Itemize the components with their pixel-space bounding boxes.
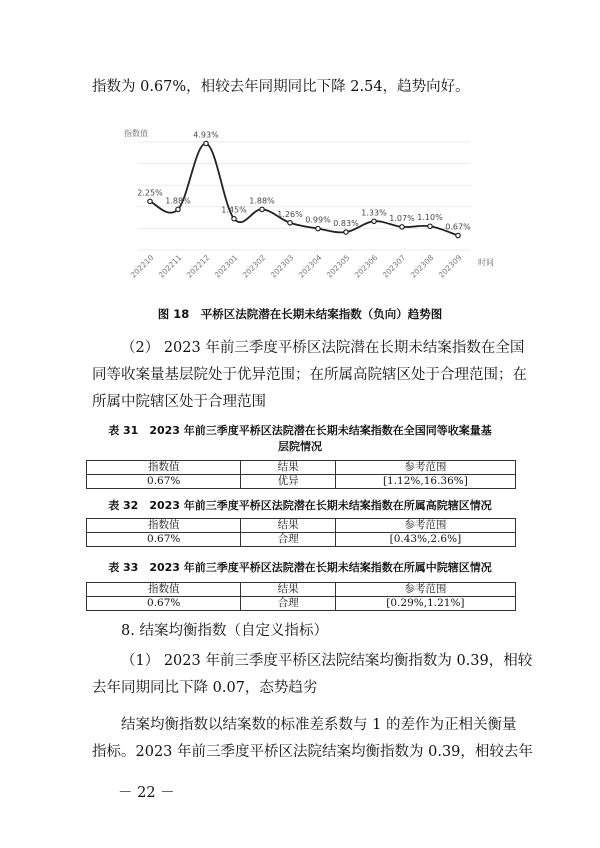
data-label: 1.07%: [389, 213, 415, 223]
data-label: 4.93%: [193, 130, 219, 140]
table-32-caption: 表 32 2023 年前三季度平桥区法院潜在长期未结案指数在所属高院辖区情况: [108, 499, 492, 512]
data-label: 2.25%: [137, 188, 163, 198]
data-label: 1.26%: [277, 209, 303, 219]
table-header-row: [87, 519, 516, 533]
x-tick-label: 202308: [408, 253, 436, 280]
x-tick-label: 202211: [156, 253, 184, 280]
cell-result: 合理: [241, 533, 335, 547]
header-index-value: 指数值: [87, 461, 241, 475]
paragraph-8-1: [92, 648, 532, 702]
section-paragraph-line: 同等收案量基层院处于优异范围；在所属高院辖区处于合理范围；在: [92, 367, 527, 383]
table-caption-line: 表 31 2023 年前三季度平桥区法院潜在长期未结案指数在全国同等收案量基: [108, 424, 492, 437]
table-header-row: [87, 583, 516, 597]
data-point: [316, 226, 320, 230]
data-point: [428, 224, 432, 228]
data-label: 1.33%: [361, 208, 387, 218]
figure-caption: 图 18 平桥区法院潜在长期未结案指数（负向）趋势图: [157, 307, 443, 321]
x-tick-label: 202302: [240, 253, 268, 280]
x-tick-label: 202303: [268, 253, 296, 280]
header-reference-range: 参考范围: [335, 461, 515, 475]
header-result: 结果: [241, 583, 335, 597]
data-point: [148, 199, 152, 203]
data-point: [260, 207, 264, 211]
x-tick-label: 202210: [128, 253, 156, 280]
data-label: 1.10%: [417, 213, 443, 223]
cell-reference-range: [0.29%,1.21%]: [335, 597, 515, 611]
data-point: [456, 233, 460, 237]
cell-reference-range: [0.43%,2.6%]: [335, 533, 515, 547]
paragraph-line: 去年同期同比下降 0.07，态势趋劣: [92, 680, 318, 696]
x-axis-label: 时间: [478, 258, 494, 267]
trend-line-chart: [118, 124, 494, 286]
cell-reference-range: [1.12%,16.36%]: [335, 475, 515, 489]
header-index-value: 指数值: [87, 519, 241, 533]
x-tick-label: 202212: [184, 253, 212, 280]
data-label: 1.88%: [165, 196, 191, 206]
table-row: [87, 475, 516, 489]
cell-result: 合理: [241, 597, 335, 611]
table-caption-line: 层院情况: [278, 440, 322, 453]
x-tick-label: 202304: [296, 253, 324, 280]
header-result: 结果: [241, 461, 335, 475]
data-point: [232, 216, 236, 220]
data-point: [204, 141, 208, 145]
page-number: － 22 －: [118, 785, 175, 801]
data-label: 0.99%: [305, 215, 331, 225]
cell-index-value: 0.67%: [87, 597, 241, 611]
data-point: [176, 207, 180, 211]
section-paragraph-line: 所属中院辖区处于合理范围: [92, 394, 266, 410]
table-row: [87, 533, 516, 547]
header-result: 结果: [241, 519, 335, 533]
table-32: [86, 518, 516, 547]
table-33: [86, 582, 516, 611]
section-paragraph-line: （2） 2023 年前三季度平桥区法院潜在长期未结案指数在全国: [121, 340, 525, 356]
header-reference-range: 参考范围: [335, 519, 515, 533]
table-31: [86, 460, 516, 489]
x-tick-label: 202305: [324, 253, 352, 280]
paragraph-line: 指标。2023 年前三季度平桥区法院结案均衡指数为 0.39，相较去年: [92, 744, 533, 760]
data-label: 0.67%: [445, 222, 471, 232]
x-tick-label: 202306: [352, 253, 380, 280]
paragraph-8-2: [92, 712, 533, 766]
data-point: [372, 219, 376, 223]
section-paragraph: [92, 335, 527, 416]
table-31-caption: [0, 423, 600, 455]
table-row: [87, 597, 516, 611]
table-33-caption: 表 33 2023 年前三季度平桥区法院潜在长期未结案指数在所属中院辖区情况: [108, 561, 492, 574]
table-header-row: [87, 461, 516, 475]
cell-index-value: 0.67%: [87, 475, 241, 489]
cell-index-value: 0.67%: [87, 533, 241, 547]
x-tick-label: 202309: [436, 253, 464, 280]
paragraph-line: 结案均衡指数以结案数的标准差系数与 1 的差作为正相关衡量: [121, 717, 517, 733]
intro-line: 指数为 0.67%，相较去年同期同比下降 2.54，趋势向好。: [92, 79, 470, 95]
paragraph-line: （1） 2023 年前三季度平桥区法院结案均衡指数为 0.39，相较: [121, 653, 533, 669]
data-point: [400, 225, 404, 229]
y-axis-label: 指数值: [124, 129, 148, 138]
header-reference-range: 参考范围: [335, 583, 515, 597]
section-heading-8: 8. 结案均衡指数（自定义指标）: [121, 623, 328, 639]
data-label: 1.45%: [221, 205, 247, 215]
cell-result: 优异: [241, 475, 335, 489]
x-tick-label: 202307: [380, 253, 408, 280]
data-point: [344, 230, 348, 234]
data-point: [288, 221, 292, 225]
data-label: 1.88%: [249, 196, 275, 206]
data-label: 0.83%: [333, 219, 359, 229]
header-index-value: 指数值: [87, 583, 241, 597]
x-tick-label: 202301: [212, 253, 240, 280]
